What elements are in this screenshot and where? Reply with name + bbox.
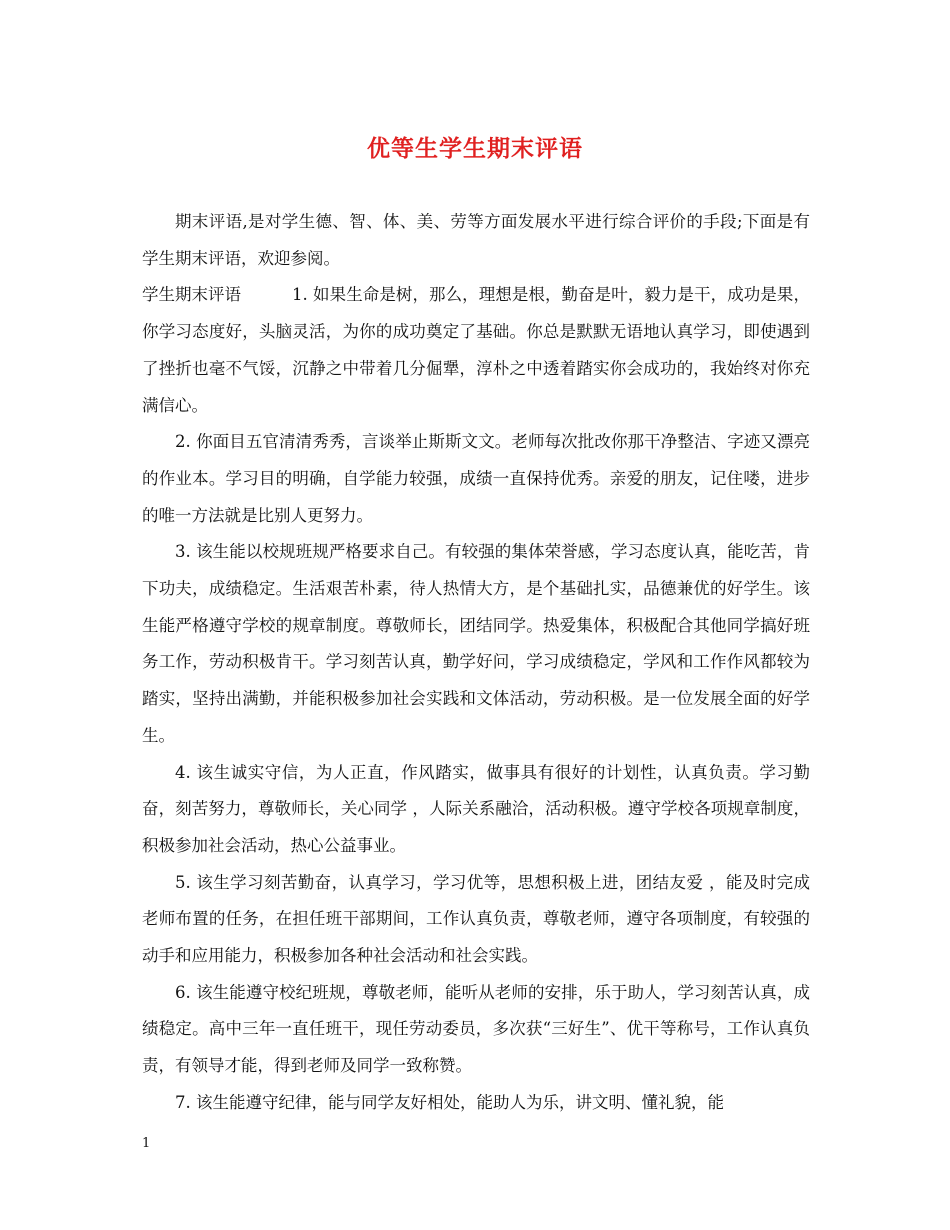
item-paragraph-7: 7. 该生能遵守纪律，能与同学友好相处，能助人为乐，讲文明、懂礼貌，能	[175, 1092, 724, 1112]
section-label: 学生期末评语	[142, 285, 241, 305]
item-paragraph-2: 2. 你面目五官清清秀秀，言谈举止斯斯文文。老师每次批改你那干净整洁、字迹又漂亮的作业本。学习目的明确，自学能力较强，成绩一直保持优秀。亲爱的朋友，记住喽，进步的唯一方法就是比别人更努力。	[142, 432, 810, 525]
page-number: 1	[142, 1136, 151, 1151]
intro-paragraph: 期末评语,是对学生德、智、体、美、劳等方面发展水平进行综合评价的手段;下面是有学生期末评语，欢迎参阅。	[142, 212, 810, 268]
item-paragraph-6: 6. 该生能遵守校纪班规，尊敬老师，能听从老师的安排，乐于助人，学习刻苦认真，成绩稳定。高中三年一直任班干，现任劳动委员，多次获“三好生”、优干等称号，工作认真负责，有领导才能，得到老师及同学一致称赞。	[142, 982, 810, 1076]
item-1-text: 1. 如果生命是树，那么，理想是根，勤奋是叶，毅力是干，成功是果，你学习态度好，头脑灵活，为你的成功奠定了基础。你总是默默无语地认真学习，即使遇到了挫折也毫不气馁，沉静之中带着几分倔犟，淳朴之中透着踏实你会成功的，我始终对你充满信心。	[142, 285, 810, 415]
item-paragraph-3: 3. 该生能以校规班规严格要求自己。有较强的集体荣誉感，学习态度认真，能吃苦，肯下功夫，成绩稳定。生活艰苦朴素，待人热情大方，是个基础扎实，品德兼优的好学生。该生能严格遵守学校的规章制度。尊敬师长，团结同学。热爱集体，积极配合其他同学搞好班务工作，劳动积极肯干。学习刻苦认真，勤学好问，学习成绩稳定，学风和工作作风都较为踏实，坚持出满勤，并能积极参加社会实践和文体活动，劳动积极。是一位发展全面的好学生。	[142, 542, 810, 745]
item-paragraph-5: 5. 该生学习刻苦勤奋，认真学习，学习优等，思想积极上进，团结友爱 ，能及时完成老师布置的任务，在担任班干部期间，工作认真负责，尊敬老师，遵守各项制度，有较强的动手和应用能力，积极参加各种社会活动和社会实践。	[142, 872, 810, 966]
first-item-paragraph	[142, 277, 810, 424]
document-body	[142, 204, 810, 1122]
item-paragraph-4: 4. 该生诚实守信，为人正直，作风踏实，做事具有很好的计划性，认真负责。学习勤奋，刻苦努力，尊敬师长，关心同学 ，人际关系融洽，活动积极。遵守学校各项规章制度，积极参加社会活动，热心公益事业。	[142, 762, 810, 855]
document-title: 优等生学生期末评语	[367, 135, 583, 162]
